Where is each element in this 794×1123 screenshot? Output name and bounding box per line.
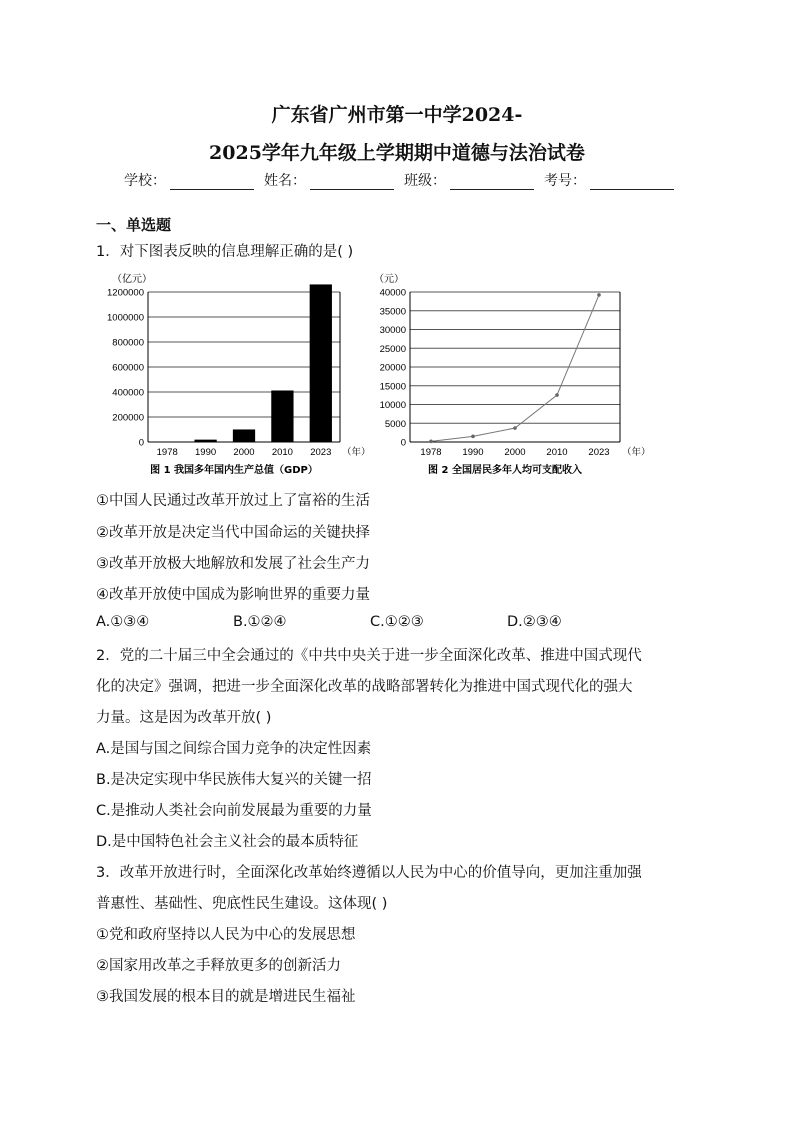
chart-title: 图 1 我国多年国内生产总值（GDP） [150,465,318,476]
q3-item-2: ②国家用改革之手释放更多的创新活力 [96,958,341,974]
data-point [597,293,601,297]
y-tick-label: 800000 [112,337,144,349]
y-tick-label: 10000 [379,400,406,411]
exam-number-blank [590,173,674,190]
q1-options [96,614,644,630]
y-tick-label: 35000 [379,306,406,318]
bar [271,390,293,442]
q2-stem-line-1: 2．党的二十届三中全会通过的《中共中央关于进一步全面深化改革、推进中国式现代 [96,648,642,664]
x-tick-label: 2010 [546,447,568,458]
q2-stem-line-3: 力量。这是因为改革开放( ) [96,710,272,726]
q3-stem-line-2: 普惠性、基础性、兜底性民生建设。这体现( ) [96,896,388,912]
x-tick-label: 1978 [420,447,442,458]
q1-item-1: ①中国人民通过改革开放过上了富裕的生活 [96,493,370,509]
x-axis-label: （年） [622,447,651,458]
title-line-1: 广东省广州市第一中学2024- [271,104,523,126]
series-line [431,295,599,441]
q3-item-3: ③我国发展的根本目的就是增进民生福祉 [96,989,356,1005]
q3-stem-line-1: 3．改革开放进行时，全面深化改革始终遵循以人民为中心的价值导向，更加注重加强 [96,865,642,881]
y-axis-label: （元） [374,274,404,285]
exam-number-label: 考号： [544,173,586,189]
bar [310,284,332,442]
q1-stem: 1．对下图表反映的信息理解正确的是( ) [96,244,354,260]
class-blank [450,173,534,190]
q1-option-b[interactable]: B.①②④ [233,614,287,630]
x-tick-label: 2023 [310,447,332,458]
chart-title: 图 2 全国居民多年人均可支配收入 [428,465,582,476]
bar [194,440,216,442]
y-tick-label: 400000 [112,387,144,399]
gdp-bar-chart [96,266,376,478]
y-tick-label: 200000 [112,412,144,424]
x-tick-label: 2000 [504,447,526,458]
data-point [471,435,475,439]
x-tick-label: 2023 [588,447,610,458]
x-tick-label: 2000 [233,447,255,458]
data-point [513,426,517,430]
y-tick-label: 1000000 [107,312,144,324]
y-tick-label: 0 [138,437,144,449]
q1-option-c[interactable]: C.①②③ [370,614,424,630]
school-blank [170,173,254,190]
q1-option-d[interactable]: D.②③④ [507,614,562,630]
y-axis-label: （亿元） [112,274,152,285]
q1-item-2: ②改革开放是决定当代中国命运的关键抉择 [96,525,370,541]
student-info-row [124,170,684,190]
y-tick-label: 0 [400,437,406,449]
q2-option-b[interactable]: B.是决定实现中华民族伟大复兴的关键一招 [96,772,372,788]
y-tick-label: 15000 [379,381,406,393]
name-label: 姓名： [264,173,306,189]
q2-stem-line-2: 化的决定》强调，把进一步全面深化改革的战略部署转化为推进中国式现代化的强大 [96,679,633,695]
name-blank [310,173,394,190]
y-tick-label: 30000 [379,325,406,336]
x-tick-label: 1990 [462,447,484,458]
school-label: 学校： [124,173,166,189]
y-tick-label: 1200000 [107,287,144,299]
title-line-2: 2025学年九年级上学期期中道德与法治试卷 [209,142,585,164]
q2-option-c[interactable]: C.是推动人类社会向前发展最为重要的力量 [96,803,372,819]
class-label: 班级： [404,173,446,189]
y-tick-label: 5000 [384,418,406,430]
data-point [555,393,559,397]
y-tick-label: 20000 [379,362,406,374]
q3-item-1: ①党和政府坚持以人民为中心的发展思想 [96,927,356,943]
y-tick-label: 40000 [379,287,406,299]
q2-option-d[interactable]: D.是中国特色社会主义社会的最本质特征 [96,834,359,850]
x-tick-label: 1990 [195,447,217,458]
x-axis-label: （年） [342,447,371,458]
bar [233,429,255,442]
data-point [429,440,433,444]
q1-item-4: ④改革开放使中国成为影响世界的重要力量 [96,587,370,603]
q1-option-a[interactable]: A.①③④ [96,614,150,630]
y-tick-label: 25000 [379,343,406,355]
x-tick-label: 2010 [271,447,293,458]
y-tick-label: 600000 [112,362,144,374]
income-line-chart [368,266,651,478]
x-tick-label: 1978 [156,447,178,458]
q2-option-a[interactable]: A.是国与国之间综合国力竞争的决定性因素 [96,741,372,757]
q1-item-3: ③改革开放极大地解放和发展了社会生产力 [96,556,370,572]
section-title: 一、单选题 [96,216,172,234]
